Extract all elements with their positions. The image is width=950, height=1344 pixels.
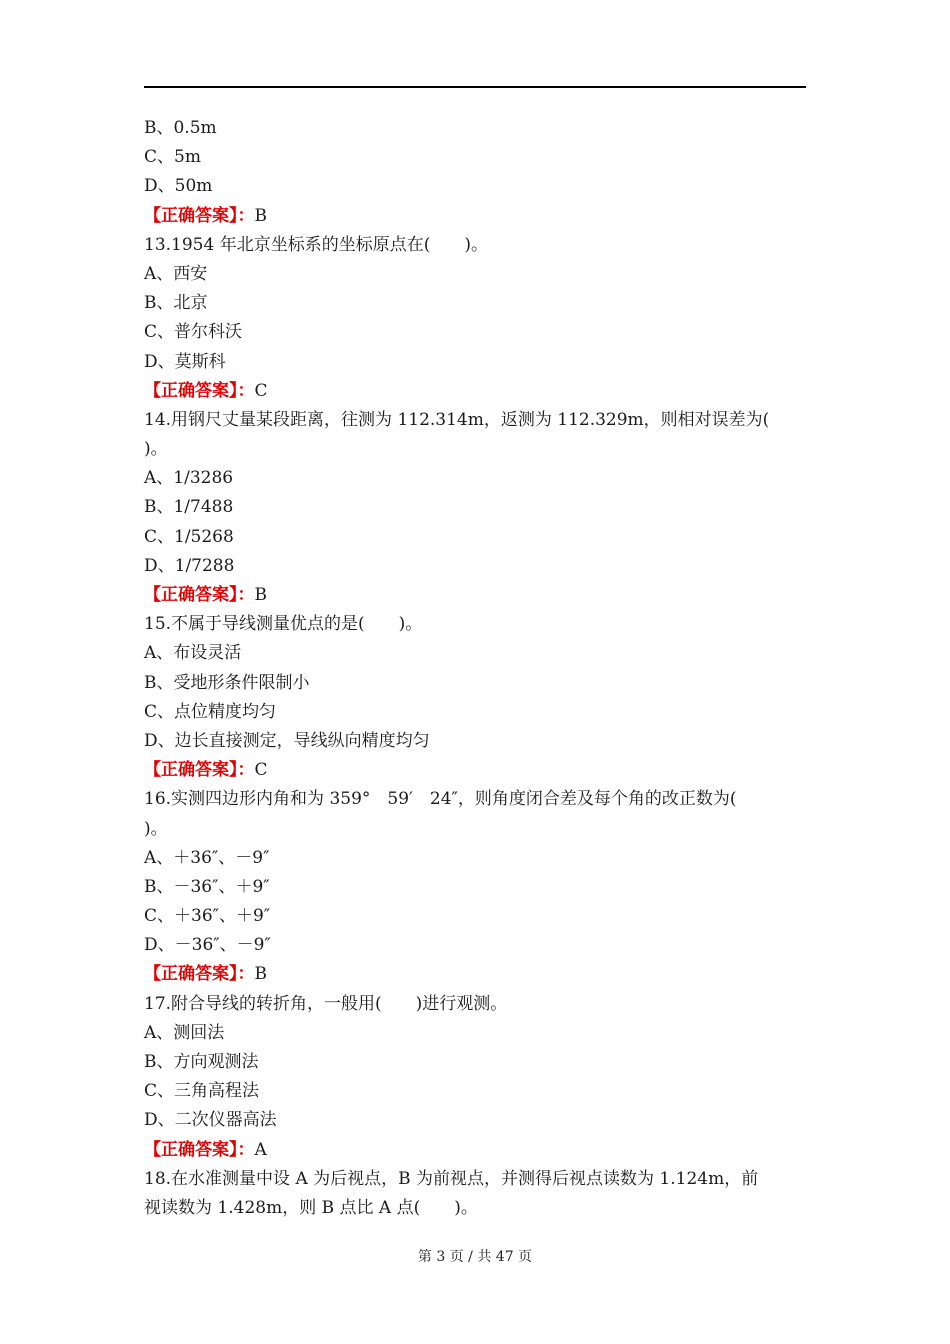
option-q13-b: B、北京 [144, 293, 208, 314]
option-q15-a: A、布设灵活 [144, 643, 242, 664]
question-14-line1: 14.用钢尺丈量某段距离，往测为 112.314m，返测为 112.329m，则相对误差为( [144, 409, 770, 430]
option-q17-c: C、三角高程法 [144, 1081, 260, 1102]
answer-value: C [254, 760, 268, 781]
option-q16-b: B、－36″、＋9″ [144, 876, 270, 897]
option-q16-c: C、＋36″、＋9″ [144, 906, 271, 927]
answer-q15 [144, 756, 806, 785]
question-15: 15.不属于导线测量优点的是( )。 [144, 614, 423, 635]
option-q17-b: B、方向观测法 [144, 1052, 259, 1072]
option-q14-a: A、1/3286 [144, 468, 234, 489]
option-q13-c: C、普尔科沃 [144, 322, 243, 343]
question-16-line1: 16.实测四边形内角和为 359° 59′ 24″，则角度闭合差及每个角的改正数为( [144, 789, 737, 810]
answer-q16 [144, 960, 806, 989]
page-footer: 第 3 页 / 共 47 页 [417, 1249, 533, 1265]
question-16-line2: )。 [144, 818, 168, 839]
option-q12-c: C、5m [144, 147, 201, 168]
option-q15-d: D、边长直接测定，导线纵向精度均匀 [144, 730, 430, 751]
option-q12-d: D、50m [144, 176, 213, 197]
option-q14-b: B、1/7488 [144, 497, 234, 518]
option-q17-d: D、二次仪器高法 [144, 1110, 277, 1131]
answer-value: C [254, 380, 268, 401]
option-q16-a: A、＋36″、－9″ [144, 847, 270, 868]
question-17: 17.附合导线的转折角，一般用( )进行观测。 [144, 993, 508, 1014]
answer-q13 [144, 377, 806, 406]
option-q15-b: B、受地形条件限制小 [144, 672, 310, 693]
answer-value: B [254, 205, 267, 226]
option-q16-d: D、－36″、－9″ [144, 935, 271, 956]
answer-value: B [254, 964, 267, 985]
answer-q14 [144, 581, 806, 610]
answer-label: 【正确答案】： [144, 585, 255, 605]
option-q13-a: A、西安 [144, 263, 208, 284]
answer-label: 【正确答案】： [144, 760, 255, 781]
option-q14-d: D、1/7288 [144, 555, 235, 576]
option-q13-d: D、莫斯科 [144, 351, 226, 372]
answer-label: 【正确答案】： [144, 964, 255, 985]
question-18-line2: 视读数为 1.428m，则 B 点比 A 点( )。 [144, 1197, 478, 1218]
answer-value: B [254, 585, 267, 605]
answer-value: A [254, 1139, 267, 1160]
header-rule [144, 86, 806, 88]
option-q12-b: B、0.5m [144, 118, 217, 138]
option-q15-c: C、点位精度均匀 [144, 701, 277, 722]
answer-q17 [144, 1136, 806, 1165]
document-body [144, 114, 806, 1223]
question-14-line2: )。 [144, 439, 168, 460]
option-q14-c: C、1/5268 [144, 526, 234, 547]
answer-label: 【正确答案】： [144, 205, 255, 226]
question-13: 13.1954 年北京坐标系的坐标原点在( )。 [144, 234, 488, 255]
answer-label: 【正确答案】： [144, 1139, 255, 1160]
answer-q12 [144, 202, 806, 231]
option-q17-a: A、测回法 [144, 1022, 225, 1043]
answer-label: 【正确答案】： [144, 380, 255, 401]
question-18-line1: 18.在水准测量中设 A 为后视点，B 为前视点，并测得后视点读数为 1.124m，前 [144, 1168, 759, 1189]
